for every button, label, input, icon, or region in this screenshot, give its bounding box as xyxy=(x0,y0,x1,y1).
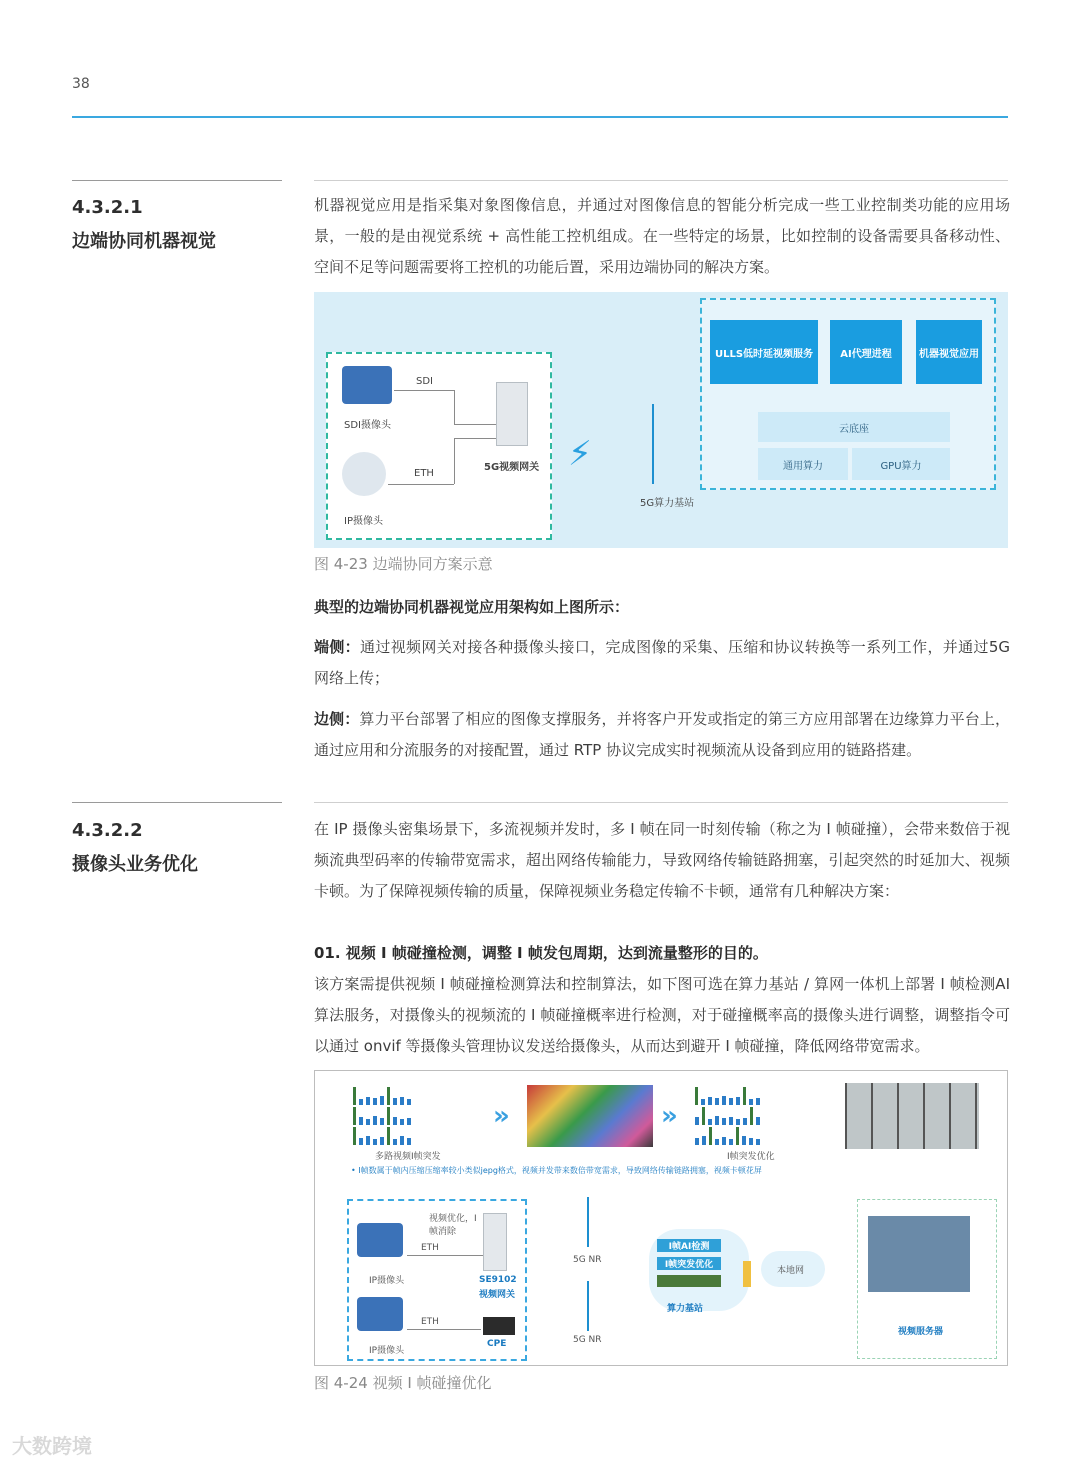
ip-camera-label: IP摄像头 xyxy=(369,1346,405,1356)
end-side-box xyxy=(326,352,552,540)
item1-text: 该方案需提供视频 I 帧碰撞检测算法和控制算法，如下图可选在算力基站 / 算网一体机上部署 I 帧检测AI 算法服务，对摄像头的视频流的 I 帧碰撞概率进行检测，对于碰撞概率高的摄像头进行调整，调整指令可以通过 onvif 等摄像头管理协议发送给摄像头，从而达到避开 I 帧碰撞，降低网络带宽需求。 xyxy=(314,975,1010,1055)
mv-app-box: 机器视觉应用 xyxy=(916,320,982,384)
sdi-line-v xyxy=(454,390,455,424)
nr2-label: 5G NR xyxy=(573,1335,602,1345)
figure-caption: 图 4-23 边端协同方案示意 xyxy=(314,555,493,573)
end-side-paragraph xyxy=(314,632,1010,694)
cpe-label: CPE xyxy=(487,1339,507,1349)
edge-side-paragraph xyxy=(314,704,1010,766)
gpu-compute-box: GPU算力 xyxy=(852,448,950,480)
end-side-label: 端侧： xyxy=(314,638,361,656)
section-title: 摄像头业务优化 xyxy=(72,854,198,875)
gateway-icon xyxy=(496,382,528,446)
section-rule-left xyxy=(72,180,282,181)
server-side-box xyxy=(857,1199,997,1359)
section-rule-right xyxy=(314,802,1008,803)
switch-icon xyxy=(743,1261,751,1287)
eth-line xyxy=(407,1329,481,1330)
base-station-label: 5G算力基站 xyxy=(640,498,695,509)
camera-side-box xyxy=(347,1199,527,1361)
section-number: 4.3.2.2 xyxy=(72,820,143,841)
i-opt-box: I帧突发优化 xyxy=(657,1257,721,1270)
ip-camera-label: IP摄像头 xyxy=(369,1276,405,1286)
section-title: 边端协同机器视觉 xyxy=(72,231,216,252)
burst-opt-label: I帧突发优化 xyxy=(727,1152,775,1162)
edge-side-text: 算力平台部署了相应的图像支撑服务，并将客户开发或指定的第三方应用部署在边缘算力平台上，通过应用和分流服务的对接配置，通过 RTP 协议完成实时视频流从设备到应用的链路搭建。 xyxy=(314,710,1010,759)
wireless-icon: ⚡ xyxy=(568,434,592,474)
camera-icon xyxy=(357,1297,403,1331)
section-number: 4.3.2.1 xyxy=(72,197,143,218)
sdi-label: SDI xyxy=(416,376,433,387)
ip-camera-icon xyxy=(342,452,386,496)
i-ai-box: I帧AI检测 xyxy=(657,1239,721,1252)
monitor-wall-image xyxy=(845,1083,979,1149)
nr1-label: 5G NR xyxy=(573,1255,602,1265)
camera-icon xyxy=(342,366,392,404)
gateway-label: 5G视频网关 xyxy=(484,462,540,473)
optimized-bars xyxy=(695,1085,835,1149)
figure-iframe-optimization xyxy=(314,1070,1008,1366)
compute-station-label: 算力基站 xyxy=(667,1304,704,1314)
eth-line-h xyxy=(454,438,496,439)
arch-title: 典型的边端协同机器视觉应用架构如上图所示： xyxy=(314,598,630,616)
cloud-box xyxy=(700,298,996,490)
video-server-label: 视频服务器 xyxy=(898,1327,944,1337)
eth-label: ETH xyxy=(421,1243,439,1253)
eth-line xyxy=(388,484,454,485)
sdi-camera-label: SDI摄像头 xyxy=(344,420,391,431)
chevron-right-icon: » xyxy=(661,1101,678,1131)
camera-icon xyxy=(357,1223,403,1257)
section-intro: 机器视觉应用是指采集对象图像信息，并通过对图像信息的智能分析完成一些工业控制类功能的应用场景，一般的是由视觉系统 + 高性能工控机组成。在一些特定的场景，比如控制的设备需要具备移动性、空间不足等问题需要将工控机的功能后置，采用边端协同的解决方案。 xyxy=(314,196,1010,276)
se9102-label: SE9102 xyxy=(479,1275,517,1285)
iframe-note: • I帧数属于帧内压缩压缩率较小类似jepg格式，视频并发带来数倍带宽需求，导致网络传输链路拥塞，视频卡顿花屏 xyxy=(351,1166,762,1175)
burst-bars xyxy=(353,1085,477,1149)
eth-label: ETH xyxy=(421,1317,439,1327)
video-gateway-label: 视频网关 xyxy=(479,1290,516,1300)
figure-edge-collab xyxy=(314,292,1008,548)
item1-title: 01. 视频 I 帧碰撞检测，调整 I 帧发包周期，达到流量整形的目的。 xyxy=(314,944,768,962)
header-rule xyxy=(72,116,1008,118)
opt-note: 视频优化，I帧消除 xyxy=(429,1214,477,1237)
sdi-line-h xyxy=(454,424,496,425)
ulls-box: ULLS低时延视频服务 xyxy=(710,320,818,384)
server-icon xyxy=(657,1275,721,1287)
gateway-icon xyxy=(483,1213,507,1271)
section-rule-right xyxy=(314,180,1008,181)
corrupted-video-image xyxy=(527,1085,653,1147)
ai-proxy-box: AI代理进程 xyxy=(830,320,902,384)
cloud-base-box: 云底座 xyxy=(758,412,950,442)
watermark: 大数跨境 xyxy=(12,1434,92,1458)
tower-icon xyxy=(652,404,654,484)
tower-icon xyxy=(587,1281,589,1331)
ip-camera-label: IP摄像头 xyxy=(344,516,383,527)
general-compute-box: 通用算力 xyxy=(758,448,848,480)
page-number: 38 xyxy=(72,76,90,92)
eth-label: ETH xyxy=(414,468,434,479)
chevron-right-icon: » xyxy=(493,1101,510,1131)
edge-side-label: 边侧： xyxy=(314,710,360,728)
section-intro: 在 IP 摄像头密集场景下，多流视频并发时，多 I 帧在同一时刻传输（称之为 I 帧碰撞），会带来数倍于视频流典型码率的传输带宽需求，超出网络传输能力，导致网络传输链路拥塞，引起突然的时延加大、视频卡顿。为了保障视频传输的质量，保障视频业务稳定传输不卡顿，通常有几种解决方案： xyxy=(314,820,1010,900)
sdi-line xyxy=(394,390,454,391)
figure-caption: 图 4-24 视频 I 帧碰撞优化 xyxy=(314,1374,492,1392)
end-side-text: 通过视频网关对接各种摄像头接口，完成图像的采集、压缩和协议转换等一系列工作，并通过5G 网络上传； xyxy=(314,638,1010,687)
eth-line-v xyxy=(454,438,455,484)
tower-icon xyxy=(587,1197,589,1247)
section-rule-left xyxy=(72,802,282,803)
eth-line xyxy=(407,1255,483,1256)
multi-burst-label: 多路视频I帧突发 xyxy=(375,1152,441,1162)
local-net-label: 本地网 xyxy=(777,1266,805,1276)
cpe-icon xyxy=(483,1317,515,1335)
control-room-image xyxy=(868,1216,970,1292)
